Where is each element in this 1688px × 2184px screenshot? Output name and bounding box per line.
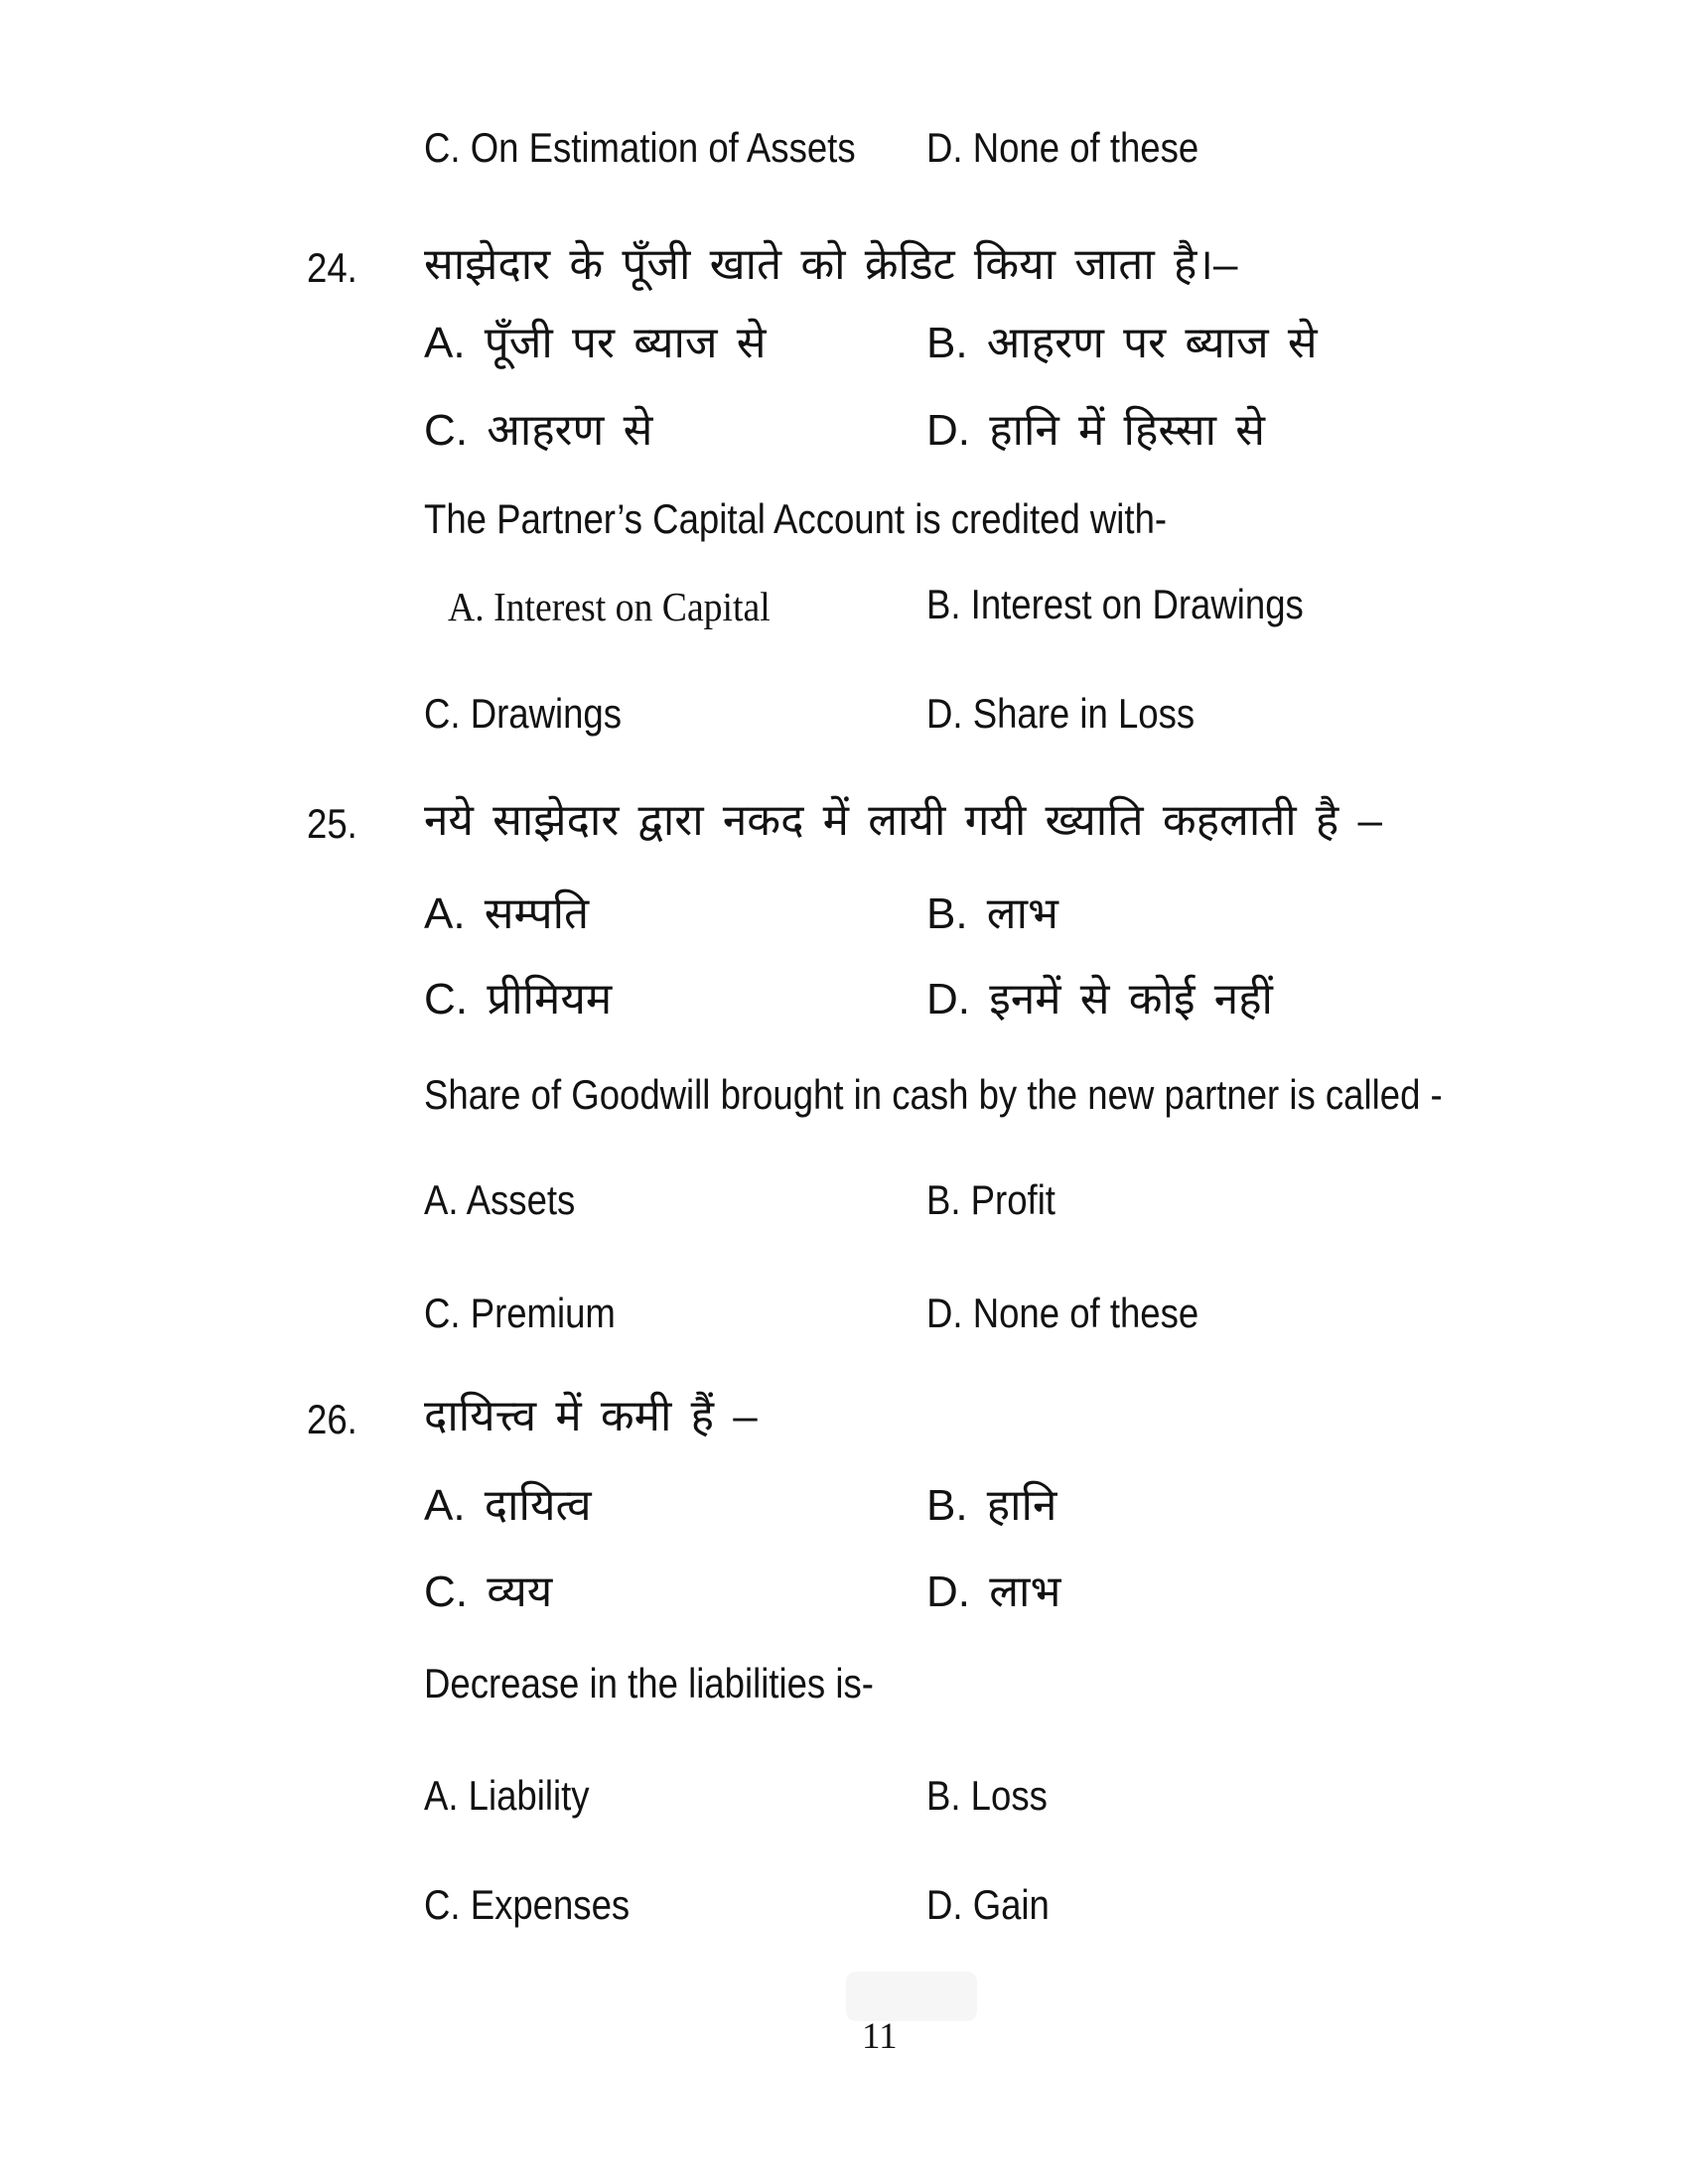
q24-english-options-ab-row (0, 581, 1688, 650)
q24-hindi-options-ab-row (0, 320, 1688, 389)
question-24-hindi-row (0, 241, 1688, 311)
q24-hindi-options-cd-row (0, 407, 1688, 477)
question-25-text-english: Share of Goodwill brought in cash by the new partner is called - (424, 1071, 1443, 1118)
q26-option-a-hindi: A. दायित्व (424, 1481, 592, 1530)
q24-option-a-hindi: A. पूँजी पर ब्याज से (424, 319, 767, 367)
q25-english-options-ab-row (0, 1176, 1688, 1246)
question-26-text-english: Decrease in the liabilities is- (424, 1660, 874, 1706)
scan-artifact (846, 1972, 977, 2021)
q26-option-a-english: A. Liability (424, 1772, 590, 1819)
q26-option-b-english: B. Loss (926, 1772, 1048, 1819)
q26-option-b-hindi: B. हानि (926, 1481, 1057, 1530)
q24-option-b-english: B. Interest on Drawings (926, 581, 1304, 627)
q24-option-c-hindi: C. आहरण से (424, 406, 653, 455)
question-26-number: 26. (307, 1396, 357, 1442)
q25-option-d-english: D. None of these (926, 1290, 1199, 1336)
q25-option-a-hindi: A. सम्पति (424, 889, 590, 938)
question-24-text-english: The Partner’s Capital Account is credited with- (424, 495, 1168, 542)
q25-hindi-options-cd-row (0, 976, 1688, 1045)
page-number: 11 (862, 2016, 898, 2057)
question-26-text-hindi: दायित्त्व में कमी हैं – (424, 1392, 758, 1440)
q25-option-b-hindi: B. लाभ (926, 889, 1058, 938)
q26-english-options-cd-row (0, 1881, 1688, 1951)
question-25-number: 25. (307, 800, 357, 847)
q26-option-d-english: D. Gain (926, 1881, 1050, 1928)
q24-option-a-english: A. Interest on Capital (448, 584, 771, 629)
q26-option-c-english: C. Expenses (424, 1881, 631, 1928)
prev-option-d: D. None of these (926, 124, 1199, 171)
question-26-hindi-row (0, 1393, 1688, 1462)
q24-option-b-hindi: B. आहरण पर ब्याज से (926, 319, 1318, 367)
q24-option-d-hindi: D. हानि में हिस्सा से (926, 406, 1265, 455)
q25-option-a-english: A. Assets (424, 1176, 576, 1223)
question-26-english-row (0, 1660, 1688, 1729)
prev-question-options-row (0, 124, 1688, 194)
q25-option-b-english: B. Profit (926, 1176, 1055, 1223)
question-24-text-hindi: साझेदार के पूँजी खाते को क्रेडिट किया जाता है।– (424, 240, 1238, 289)
q25-option-d-hindi: D. इनमें से कोई नहीं (926, 975, 1273, 1024)
q26-hindi-options-ab-row (0, 1482, 1688, 1552)
q24-option-c-english: C. Drawings (424, 690, 622, 737)
q26-english-options-ab-row (0, 1772, 1688, 1842)
q25-english-options-cd-row (0, 1290, 1688, 1359)
q24-option-d-english: D. Share in Loss (926, 690, 1196, 737)
question-25-text-hindi: नये साझेदार द्वारा नकद में लायी गयी ख्याति कहलाती है – (424, 796, 1382, 845)
q25-option-c-english: C. Premium (424, 1290, 616, 1336)
q26-option-d-hindi: D. लाभ (926, 1568, 1061, 1616)
q25-hindi-options-ab-row (0, 890, 1688, 960)
q26-hindi-options-cd-row (0, 1569, 1688, 1638)
q26-option-c-hindi: C. व्यय (424, 1568, 553, 1616)
question-25-hindi-row (0, 797, 1688, 867)
question-25-english-row (0, 1071, 1688, 1141)
prev-option-c: C. On Estimation of Assets (424, 124, 856, 171)
question-24-number: 24. (307, 244, 357, 291)
question-24-english-row (0, 495, 1688, 565)
q25-option-c-hindi: C. प्रीमियम (424, 975, 613, 1024)
q24-english-options-cd-row (0, 690, 1688, 759)
